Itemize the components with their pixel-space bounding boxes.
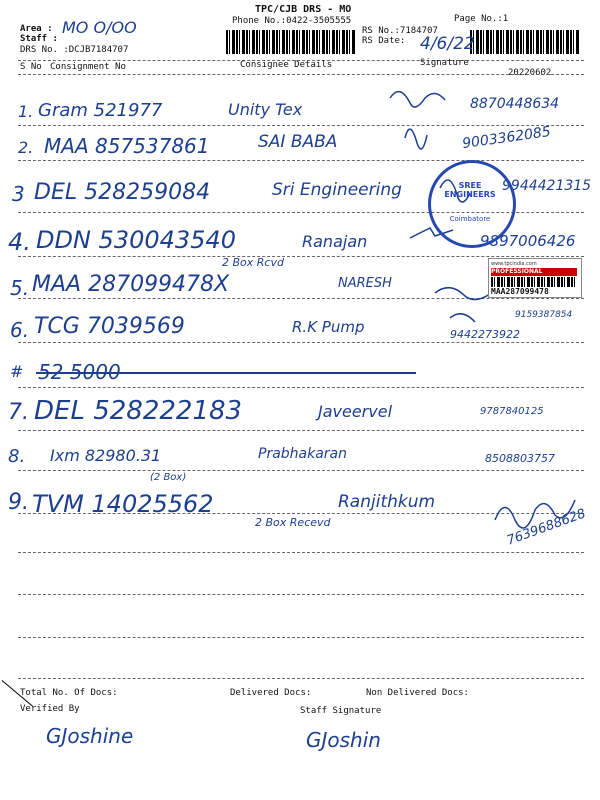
row-sno: 6. bbox=[10, 318, 30, 342]
col-sno: S No bbox=[20, 62, 42, 72]
row-consignment: DEL 528259084 bbox=[34, 180, 211, 205]
date-code: 20220602 bbox=[508, 68, 552, 78]
row-phone: 9787840125 bbox=[480, 406, 544, 417]
row-sno: 3 bbox=[12, 182, 25, 206]
page-number: Page No.:1 bbox=[454, 14, 509, 24]
col-consignee: Consignee Details bbox=[240, 60, 333, 70]
signature-scribble-row9 bbox=[490, 490, 580, 530]
row-sno: 4. bbox=[8, 228, 31, 256]
row-note-box-count: (2 Box) bbox=[150, 472, 187, 483]
sticker-code: MAA287099478 bbox=[491, 287, 549, 296]
row-sno: 1. bbox=[18, 102, 34, 121]
sticker-label: PROFESSIONAL bbox=[491, 268, 577, 276]
row-phone: 8508803757 bbox=[485, 452, 555, 465]
row-rule bbox=[18, 430, 584, 431]
row-consignee: SAI BABA bbox=[258, 132, 338, 152]
row-phone: 8870448634 bbox=[470, 96, 560, 112]
delivered-docs-label: Delivered Docs: bbox=[230, 688, 312, 698]
row-sno: # bbox=[10, 362, 24, 381]
row-phone: 9442273922 bbox=[450, 328, 520, 341]
row-consignment: TVM 14025562 bbox=[32, 490, 214, 518]
row-consignee: R.K Pump bbox=[292, 318, 365, 336]
row-sno: 2. bbox=[18, 138, 34, 157]
header-rule-bottom bbox=[18, 74, 584, 75]
row-consignment: Gram 521977 bbox=[38, 100, 163, 121]
non-delivered-docs-label: Non Delivered Docs: bbox=[366, 688, 469, 698]
drs-number: DRS No. :DCJB7184707 bbox=[20, 45, 129, 55]
row-rule bbox=[18, 470, 584, 471]
row-note: 2 Box Recevd bbox=[255, 516, 331, 529]
staff-signature-label: Staff Signature bbox=[300, 706, 382, 716]
stamp-name: SREE ENGINEERS bbox=[444, 181, 496, 199]
row-phone: 7639688628 bbox=[504, 506, 588, 549]
row-consignment: TCG 7039569 bbox=[34, 314, 185, 339]
row-sno: 7. bbox=[8, 400, 29, 425]
staff-label: Staff : bbox=[20, 34, 58, 44]
row-consignee: Unity Tex bbox=[228, 100, 303, 119]
col-signature: Signature bbox=[420, 58, 469, 68]
row-phone: 9944421315 bbox=[502, 178, 592, 194]
row-rule bbox=[18, 637, 584, 638]
row-rule bbox=[18, 387, 584, 388]
area-label: Area : bbox=[20, 24, 53, 34]
barcode-right bbox=[470, 30, 580, 54]
row-consignment: DDN 530043540 bbox=[36, 226, 236, 254]
row-consignment: MAA 287099478X bbox=[32, 272, 230, 297]
phone-number: Phone No.:0422-3505555 bbox=[232, 16, 352, 26]
rs-number: RS No.:7184707 bbox=[362, 26, 438, 36]
row-note: 2 Box Rcvd bbox=[222, 256, 284, 269]
strike-line bbox=[36, 372, 416, 374]
row-rule bbox=[18, 552, 584, 553]
row-phone: 9003362085 bbox=[461, 123, 552, 153]
verified-by-label: Verified By bbox=[20, 704, 80, 714]
row-consignee: Javeervel bbox=[318, 402, 393, 421]
row-consignment: Ixm 82980.31 bbox=[50, 446, 162, 465]
sticker-barcode bbox=[491, 277, 577, 287]
company-stamp bbox=[428, 160, 516, 248]
sticker-site: www.tpcindia.com bbox=[491, 261, 537, 267]
barcode-left bbox=[226, 30, 356, 54]
row-consignment-struck: 52 5000 bbox=[38, 360, 121, 384]
row-sno: 5. bbox=[10, 276, 30, 300]
row-rule bbox=[18, 594, 584, 595]
stamp-city: Coimbatore bbox=[449, 215, 491, 223]
col-consignment: Consignment No bbox=[50, 62, 126, 72]
document-title: TPC/CJB DRS - MO bbox=[255, 4, 352, 15]
row-consignee: Sri Engineering bbox=[272, 180, 402, 200]
row-phone: 9897006426 bbox=[480, 232, 576, 250]
verified-signature: GJoshine bbox=[46, 724, 134, 748]
row-consignment: DEL 528222183 bbox=[34, 396, 243, 426]
staff-value: MO O/OO bbox=[62, 18, 137, 37]
row-consignee: Ranjithkum bbox=[338, 492, 436, 512]
row-consignment: MAA 857537861 bbox=[44, 134, 210, 158]
row-consignee: NARESH bbox=[338, 276, 392, 291]
row-phone: 9159387854 bbox=[515, 310, 573, 320]
row-sno: 9. bbox=[8, 490, 29, 515]
rs-date-value: 4/6/22 bbox=[420, 34, 475, 54]
row-consignee: Prabhakaran bbox=[258, 446, 348, 462]
professional-sticker bbox=[488, 258, 582, 298]
rs-date-label: RS Date: bbox=[362, 36, 406, 46]
row-consignee: Ranajan bbox=[302, 232, 368, 251]
row-rule bbox=[18, 678, 584, 679]
row-sno: 8. bbox=[8, 446, 26, 467]
total-docs-label: Total No. Of Docs: bbox=[20, 688, 118, 698]
staff-signature: GJoshin bbox=[306, 728, 381, 752]
